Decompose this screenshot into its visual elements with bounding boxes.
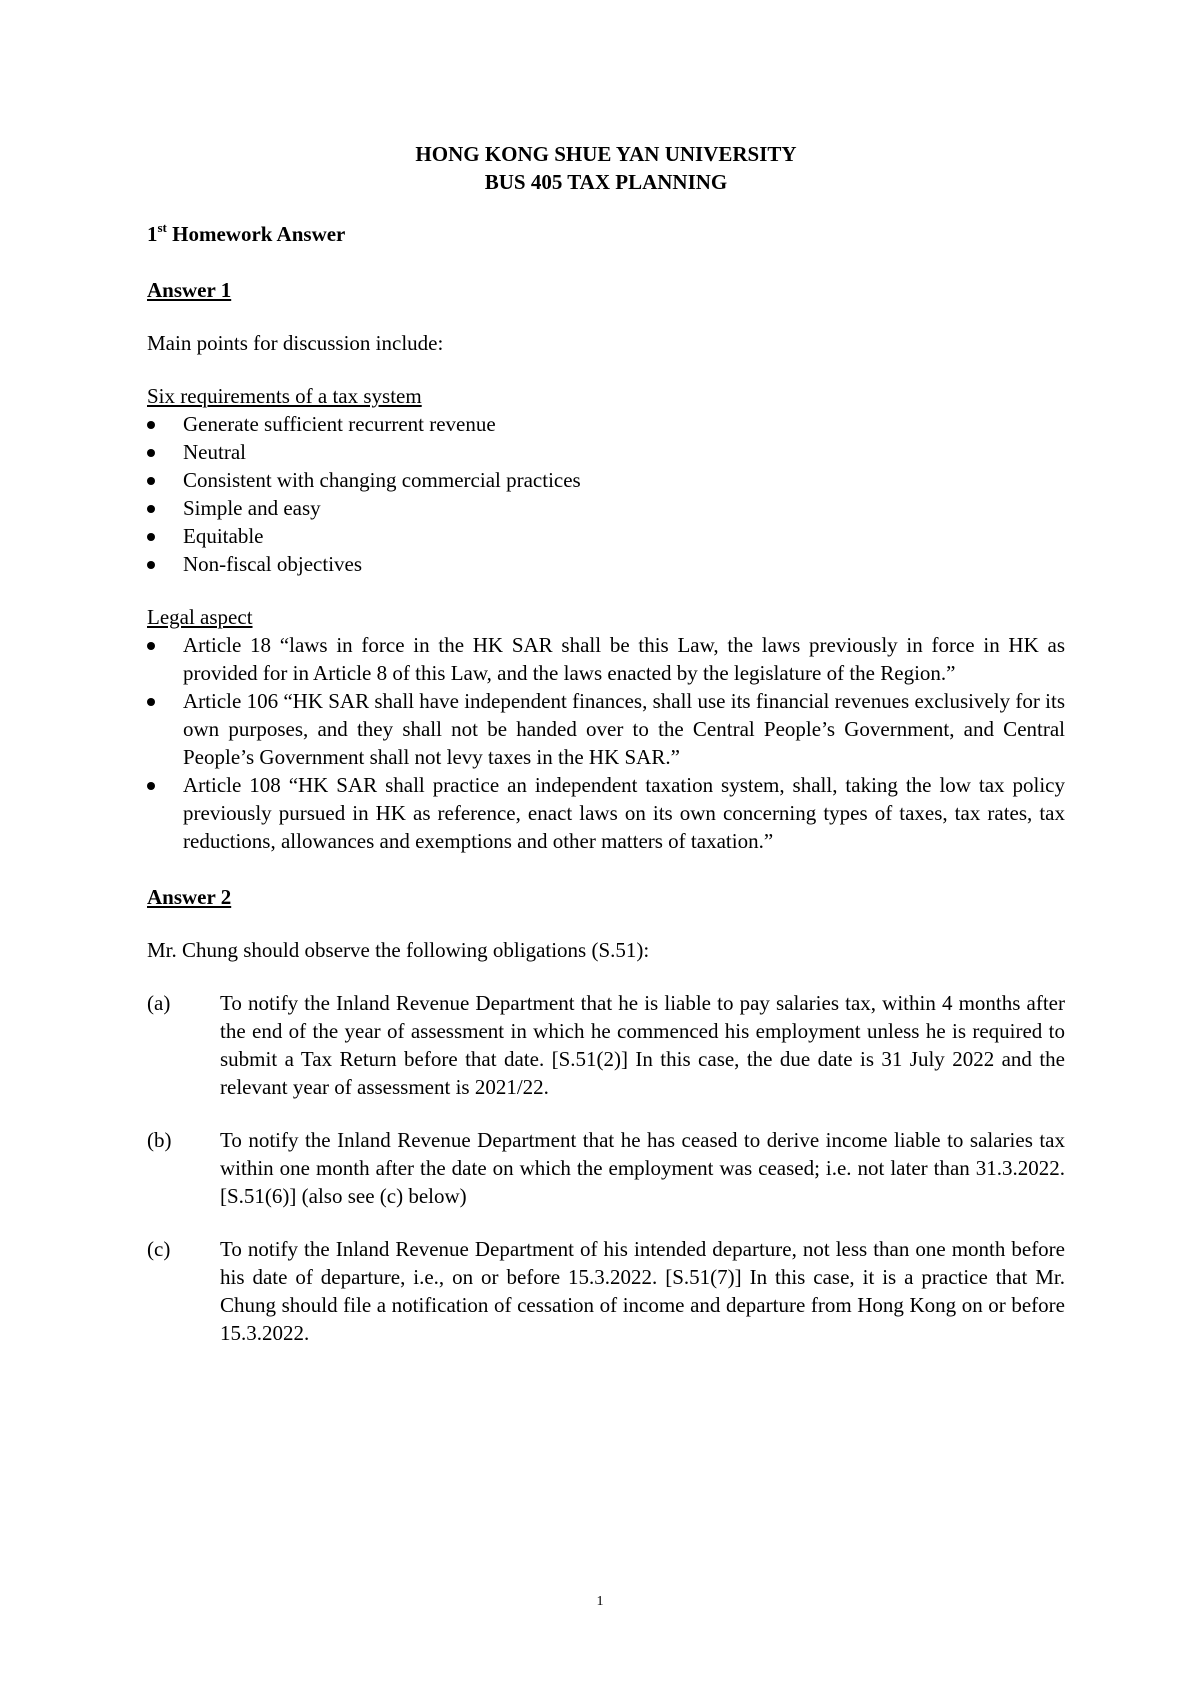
- bullet-icon: [147, 505, 155, 513]
- homework-number: 1: [147, 222, 158, 246]
- list-item: Simple and easy: [147, 494, 1065, 522]
- obligation-text: To notify the Inland Revenue Department that he has ceased to derive income liable to salaries tax within one month after the date on which the employment was ceased; i.e. not later than 31.3.2022. [S.51(6)] (also see (c) below): [220, 1128, 1065, 1208]
- legal-aspect-list: [147, 631, 1065, 855]
- bullet-icon: [147, 477, 155, 485]
- bullet-icon: [147, 449, 155, 457]
- obligation-text: To notify the Inland Revenue Department of his intended departure, not less than one month before his date of departure, i.e., on or before 15.3.2022. [S.51(7)] In this case, it is a practice that Mr. Chung should file a notification of cessation of income and departure from Hong Kong on or before 15.3.2022.: [220, 1237, 1065, 1345]
- bullet-icon: [147, 421, 155, 429]
- bullet-icon: [147, 698, 155, 706]
- answer-2-intro: Mr. Chung should observe the following obligations (S.51):: [147, 938, 650, 962]
- list-item: Article 106 “HK SAR shall have independent finances, shall use its financial revenues exclusively for its own purposes, and they shall not be handed over to the Central People’s Government, and Central People’s Government shall not levy taxes in the HK SAR.”: [147, 687, 1065, 771]
- bullet-icon: [147, 782, 155, 790]
- list-item: Neutral: [147, 438, 1065, 466]
- obligation-item: [147, 989, 1065, 1101]
- page-number: 1: [596, 1594, 604, 1609]
- list-item: Equitable: [147, 522, 1065, 550]
- obligation-text: To notify the Inland Revenue Department that he is liable to pay salaries tax, within 4 months after the end of the year of assessment in which he commenced his employment unless he is required to submit a Tax Return before that date. [S.51(2)] In this case, the due date is 31 July 2022 and the relevant year of assessment is 2021/22.: [220, 991, 1065, 1099]
- answer-2-heading: Answer 2: [147, 885, 232, 909]
- obligation-item: [147, 1126, 1065, 1210]
- answer-1-intro: Main points for discussion include:: [147, 331, 444, 355]
- bullet-icon: [147, 561, 155, 569]
- requirements-list: [147, 410, 1065, 578]
- document-page: [147, 140, 1065, 1347]
- requirements-heading: Six requirements of a tax system: [147, 384, 422, 408]
- course-title: BUS 405 TAX PLANNING: [484, 170, 728, 194]
- homework-title: [147, 220, 1065, 248]
- university-name: HONG KONG SHUE YAN UNIVERSITY: [415, 142, 797, 166]
- document-header: [147, 140, 1065, 196]
- bullet-icon: [147, 642, 155, 650]
- homework-title-text: Homework Answer: [166, 222, 346, 246]
- list-item: Article 18 “laws in force in the HK SAR shall be this Law, the laws previously in force in HK as provided for in Article 8 of this Law, and the laws enacted by the legislature of the Region.”: [147, 631, 1065, 687]
- list-item: Non-fiscal objectives: [147, 550, 1065, 578]
- obligation-label: (b): [147, 1128, 172, 1152]
- list-item: Generate sufficient recurrent revenue: [147, 410, 1065, 438]
- homework-ordinal-suffix: st: [157, 220, 167, 235]
- list-item: Consistent with changing commercial practices: [147, 466, 1065, 494]
- bullet-icon: [147, 533, 155, 541]
- obligation-item: [147, 1235, 1065, 1347]
- legal-aspect-heading: Legal aspect: [147, 605, 253, 629]
- obligation-label: (a): [147, 991, 171, 1015]
- list-item: Article 108 “HK SAR shall practice an independent taxation system, shall, taking the low tax policy previously pursued in HK as reference, enact laws on its own concerning types of taxes, tax rates, tax reductions, allowances and exemptions and other matters of taxation.”: [147, 771, 1065, 855]
- answer-1-heading: Answer 1: [147, 278, 232, 302]
- obligation-label: (c): [147, 1237, 171, 1261]
